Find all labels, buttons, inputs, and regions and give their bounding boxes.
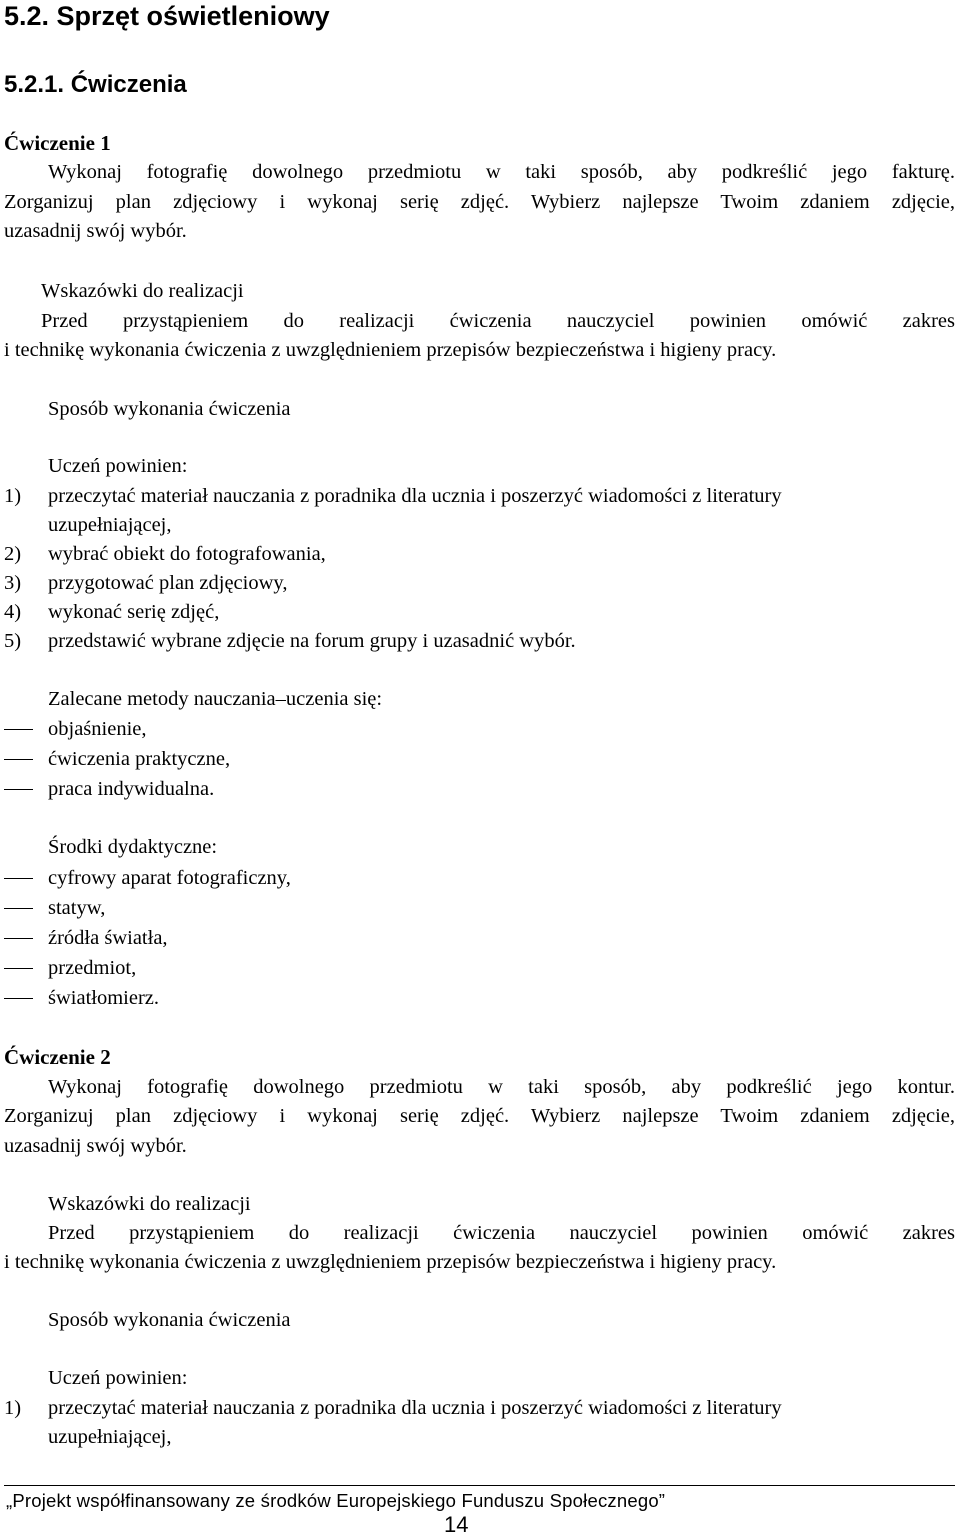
step-text-continued: uzupełniającej, (48, 514, 172, 536)
list-dash (4, 998, 33, 999)
step-text: wykonać serię zdjęć, (48, 601, 220, 623)
list-dash (4, 968, 33, 969)
step-text: przedstawić wybrane zdjęcie na forum grupy i uzasadnić wybór. (48, 630, 576, 652)
exercise-2-student-heading: Uczeń powinien: (48, 1367, 188, 1389)
list-dash (4, 878, 33, 879)
exercise-1-task-line: uzasadnij swój wybór. (4, 220, 187, 242)
step-number: 5) (4, 630, 22, 652)
method-item: praca indywidualna. (48, 778, 215, 800)
step-number: 1) (4, 1397, 22, 1419)
means-item: przedmiot, (48, 957, 137, 979)
step-text: przeczytać materiał nauczania z poradnika dla ucznia i poszerzyć wiadomości z literatury (48, 1397, 782, 1419)
method-item: objaśnienie, (48, 718, 147, 740)
step-number: 4) (4, 601, 22, 623)
exercise-1-task-line: Wykonaj fotografię dowolnego przedmiotu w taki sposób, aby podkreślić jego fakturę. (48, 161, 955, 183)
list-dash (4, 759, 33, 760)
exercise-1-task-line: Zorganizuj plan zdjęciowy i wykonaj serię zdjęć. Wybierz najlepsze Twoim zdaniem zdjęcie, (4, 191, 955, 213)
list-dash (4, 908, 33, 909)
means-item: cyfrowy aparat fotograficzny, (48, 867, 291, 889)
method-item: ćwiczenia praktyczne, (48, 748, 231, 770)
list-dash (4, 938, 33, 939)
footer-project-note: „Projekt współfinansowany ze środków Europejskiego Funduszu Społecznego” (6, 1490, 666, 1511)
list-dash (4, 729, 33, 730)
exercise-2-method-heading: Sposób wykonania ćwiczenia (48, 1309, 291, 1331)
step-number: 3) (4, 572, 22, 594)
exercise-1-heading: Ćwiczenie 1 (4, 131, 111, 155)
means-item: źródła światła, (48, 927, 168, 949)
means-item: światłomierz. (48, 987, 160, 1009)
step-text-continued: uzupełniającej, (48, 1426, 172, 1448)
step-number: 1) (4, 485, 22, 507)
exercise-2-hints-line: i technikę wykonania ćwiczenia z uwzględnieniem przepisów bezpieczeństwa i higieny pracy. (4, 1251, 777, 1273)
exercise-2-heading: Ćwiczenie 2 (4, 1045, 111, 1069)
exercise-2-hints-heading: Wskazówki do realizacji (48, 1193, 251, 1215)
means-item: statyw, (48, 897, 106, 919)
step-text: wybrać obiekt do fotografowania, (48, 543, 326, 565)
step-number: 2) (4, 543, 22, 565)
exercise-2-task-line: uzasadnij swój wybór. (4, 1135, 187, 1157)
page-number: 14 (444, 1512, 469, 1537)
list-dash (4, 789, 33, 790)
exercise-1-hints-line: Przed przystąpieniem do realizacji ćwiczenia nauczyciel powinien omówić zakres (41, 310, 955, 332)
step-text: przygotować plan zdjęciowy, (48, 572, 288, 594)
exercise-2-task-line: Zorganizuj plan zdjęciowy i wykonaj serię zdjęć. Wybierz najlepsze Twoim zdaniem zdjęcie, (4, 1105, 955, 1127)
section-title: 5.2. Sprzęt oświetleniowy (4, 1, 330, 31)
step-text: przeczytać materiał nauczania z poradnika dla ucznia i poszerzyć wiadomości z literatury (48, 485, 782, 507)
exercise-1-hints-line: i technikę wykonania ćwiczenia z uwzględnieniem przepisów bezpieczeństwa i higieny pracy. (4, 339, 777, 361)
exercise-2-task-line: Wykonaj fotografię dowolnego przedmiotu w taki sposób, aby podkreślić jego kontur. (48, 1076, 955, 1098)
exercise-1-method-heading: Sposób wykonania ćwiczenia (48, 398, 291, 420)
exercise-2-hints-line: Przed przystąpieniem do realizacji ćwiczenia nauczyciel powinien omówić zakres (48, 1222, 955, 1244)
exercise-1-student-heading: Uczeń powinien: (48, 455, 188, 477)
means-heading: Środki dydaktyczne: (48, 836, 218, 858)
exercise-1-hints-heading: Wskazówki do realizacji (41, 280, 244, 302)
subsection-title: 5.2.1. Ćwiczenia (4, 71, 187, 98)
footer-divider (4, 1485, 955, 1486)
methods-heading: Zalecane metody nauczania–uczenia się: (48, 688, 383, 710)
